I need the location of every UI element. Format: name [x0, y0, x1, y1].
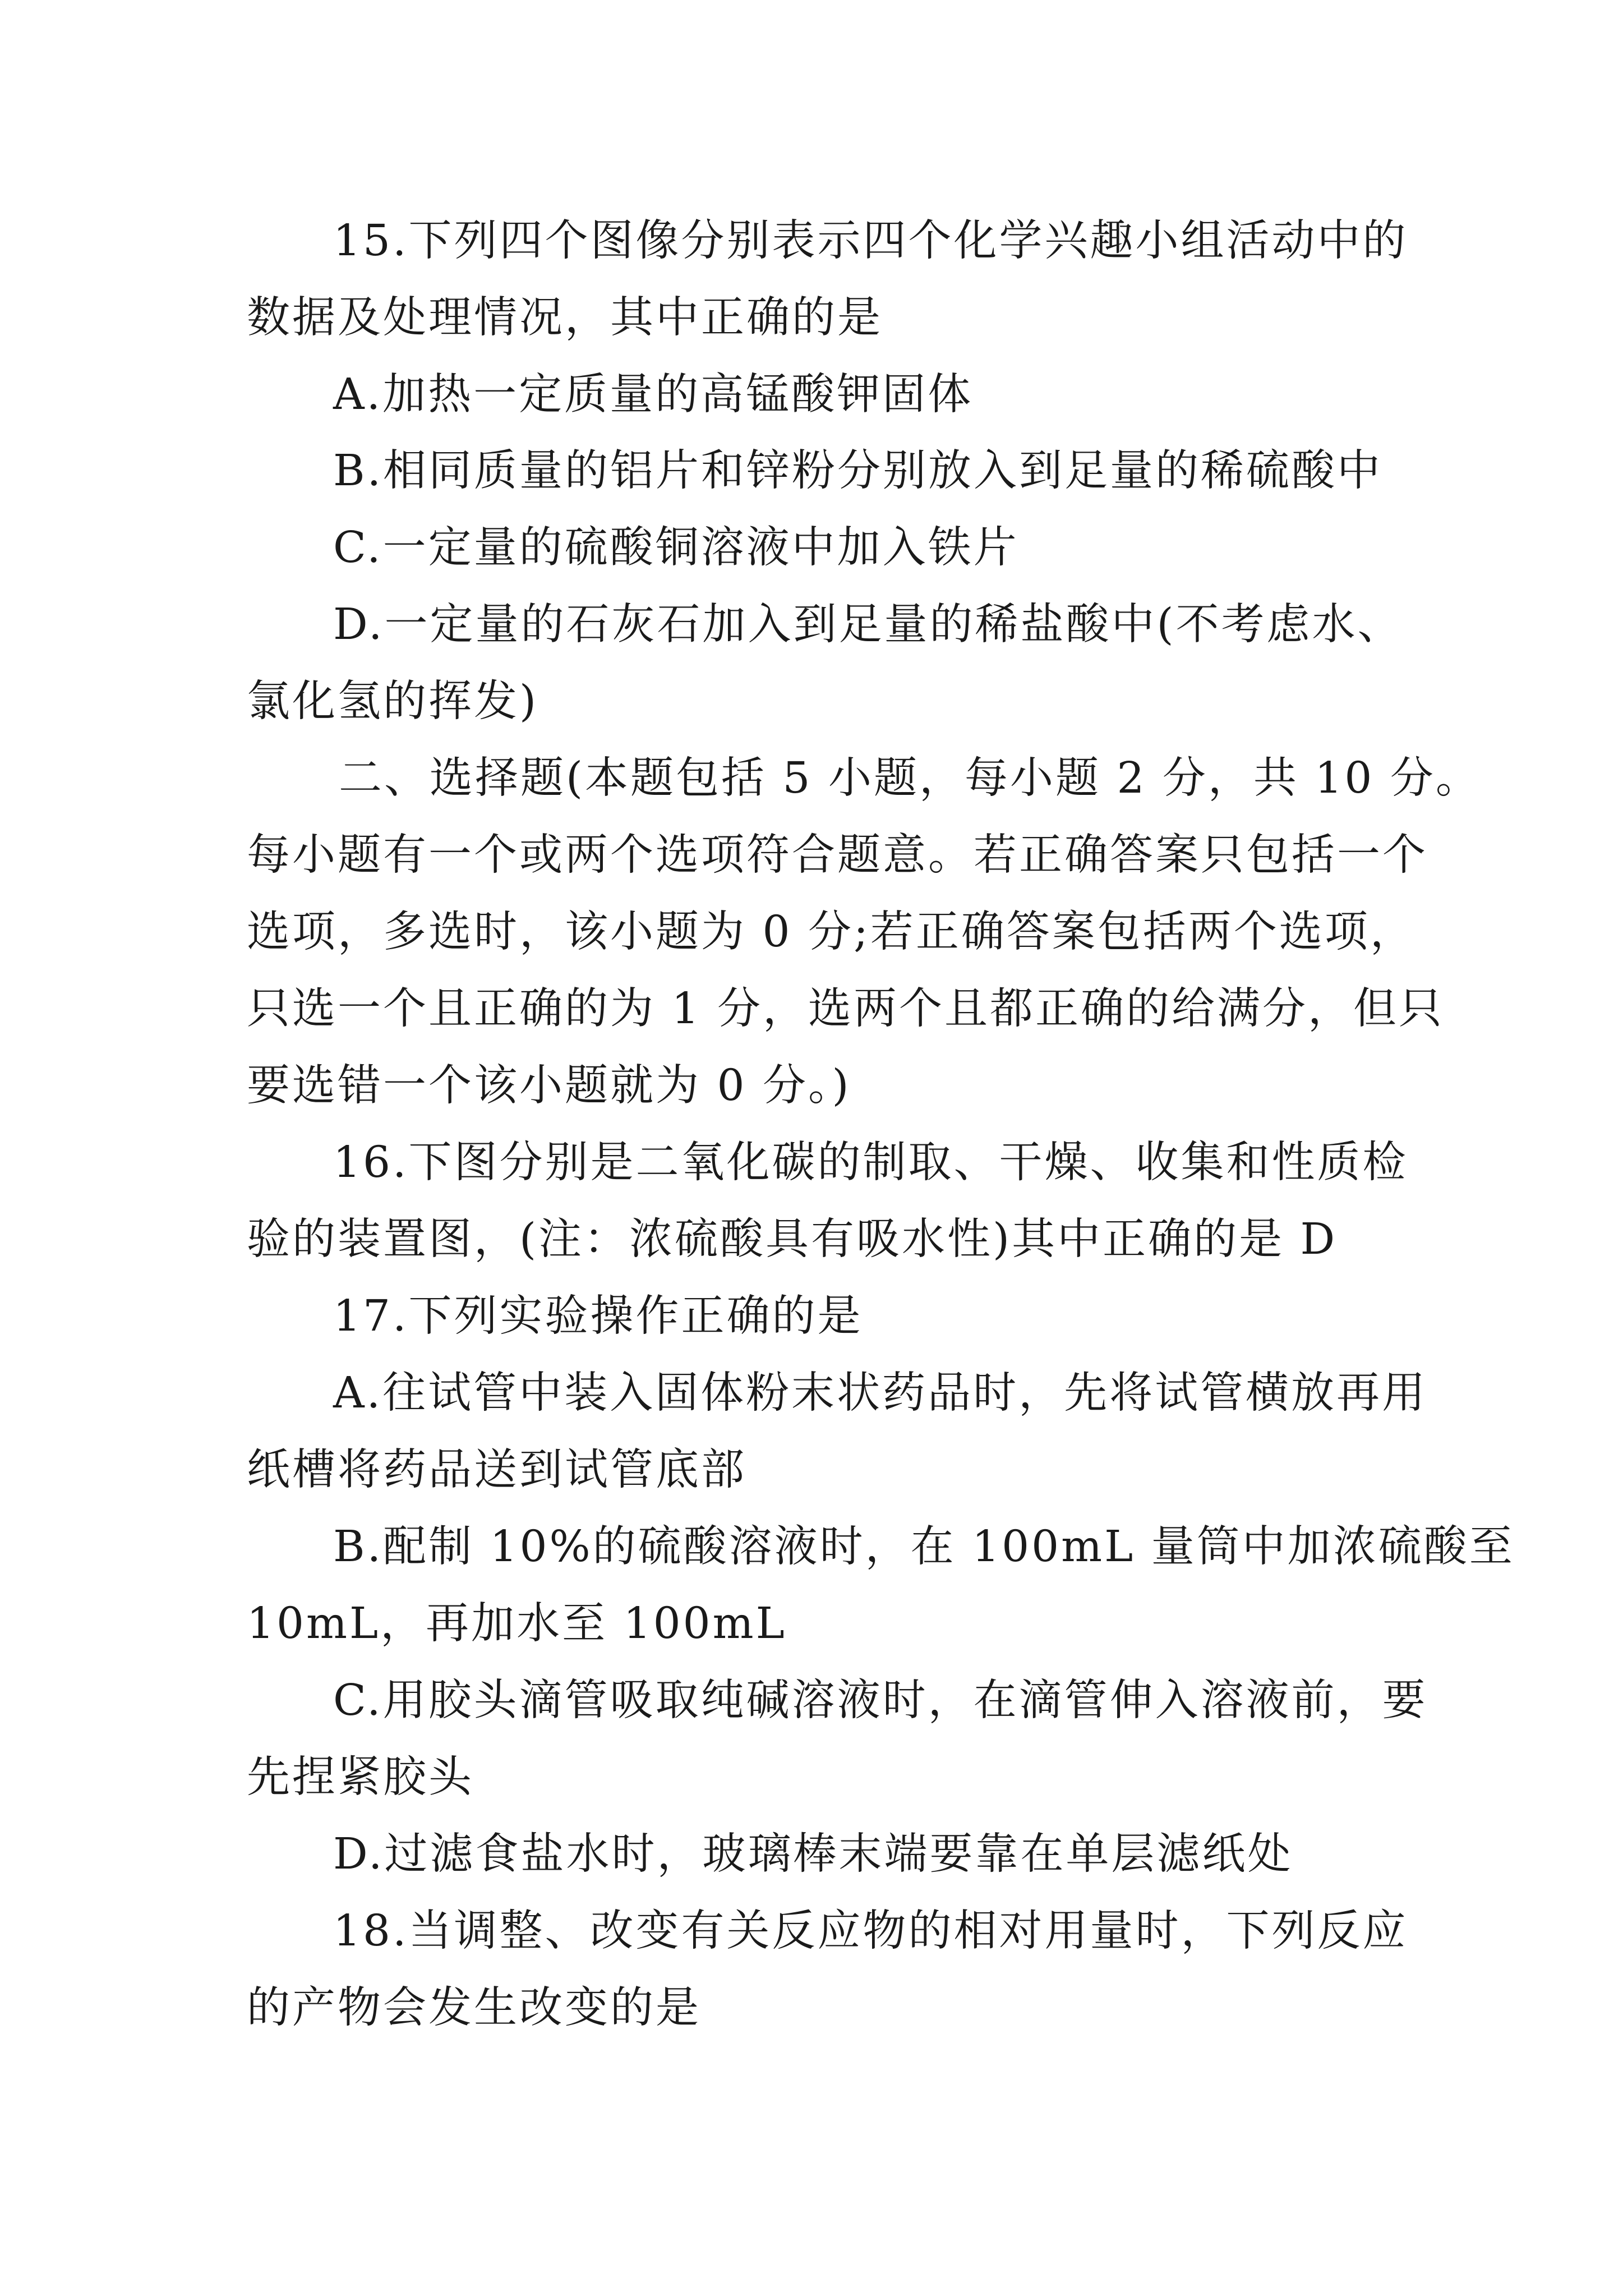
question-17-option-a-line-1: A.往试管中装入固体粉末状药品时，先将试管横放再用 [333, 1368, 1428, 1418]
question-15-stem-line-1: 15.下列四个图像分别表示四个化学兴趣小组活动中的 [333, 216, 1408, 266]
question-16-line-2: 验的装置图，(注：浓硫酸具有吸水性)其中正确的是 D [247, 1214, 1338, 1264]
question-17-option-c-line-2: 先捏紧胶头 [247, 1752, 474, 1802]
question-17-option-d: D.过滤食盐水时，玻璃棒末端要靠在单层滤纸处 [333, 1829, 1293, 1879]
question-18-line-2: 的产物会发生改变的是 [247, 1983, 701, 2033]
section-two-heading-line-2: 每小题有一个或两个选项符合题意。若正确答案只包括一个 [247, 830, 1428, 880]
section-two-heading-line-1: 二、选择题(本题包括 5 小题，每小题 2 分，共 10 分。 [339, 753, 1481, 803]
section-two-heading-line-4: 只选一个且正确的为 1 分，选两个且都正确的给满分，但只 [247, 984, 1444, 1034]
question-15-option-b: B.相同质量的铝片和锌粉分别放入到足量的稀硫酸中 [333, 446, 1383, 496]
question-17-option-c-line-1: C.用胶头滴管吸取纯碱溶液时，在滴管伸入溶液前，要 [333, 1676, 1428, 1726]
question-17-stem: 17.下列实验操作正确的是 [333, 1291, 863, 1341]
section-two-heading-line-3: 选项，多选时，该小题为 0 分;若正确答案包括两个选项， [247, 907, 1415, 957]
question-15-option-c: C.一定量的硫酸铜溶液中加入铁片 [333, 523, 1019, 573]
question-18-line-1: 18.当调整、改变有关反应物的相对用量时，下列反应 [333, 1906, 1408, 1956]
question-17-option-a-line-2: 纸槽将药品送到试管底部 [247, 1445, 746, 1495]
question-15-option-d-line-1: D.一定量的石灰石加入到足量的稀盐酸中(不考虑水、 [333, 600, 1403, 650]
question-16-line-1: 16.下图分别是二氧化碳的制取、干燥、收集和性质检 [333, 1138, 1408, 1188]
question-15-option-a: A.加热一定质量的高锰酸钾固体 [333, 370, 974, 420]
question-17-option-b-line-1: B.配制 10%的硫酸溶液时，在 100mL 量筒中加浓硫酸至 [333, 1522, 1515, 1572]
question-15-option-d-line-2: 氯化氢的挥发) [247, 677, 539, 726]
question-15-stem-line-2: 数据及处理情况，其中正确的是 [247, 293, 883, 343]
question-17-option-b-line-2: 10mL，再加水至 100mL [247, 1599, 787, 1649]
section-two-heading-line-5: 要选错一个该小题就为 0 分。) [247, 1061, 851, 1111]
